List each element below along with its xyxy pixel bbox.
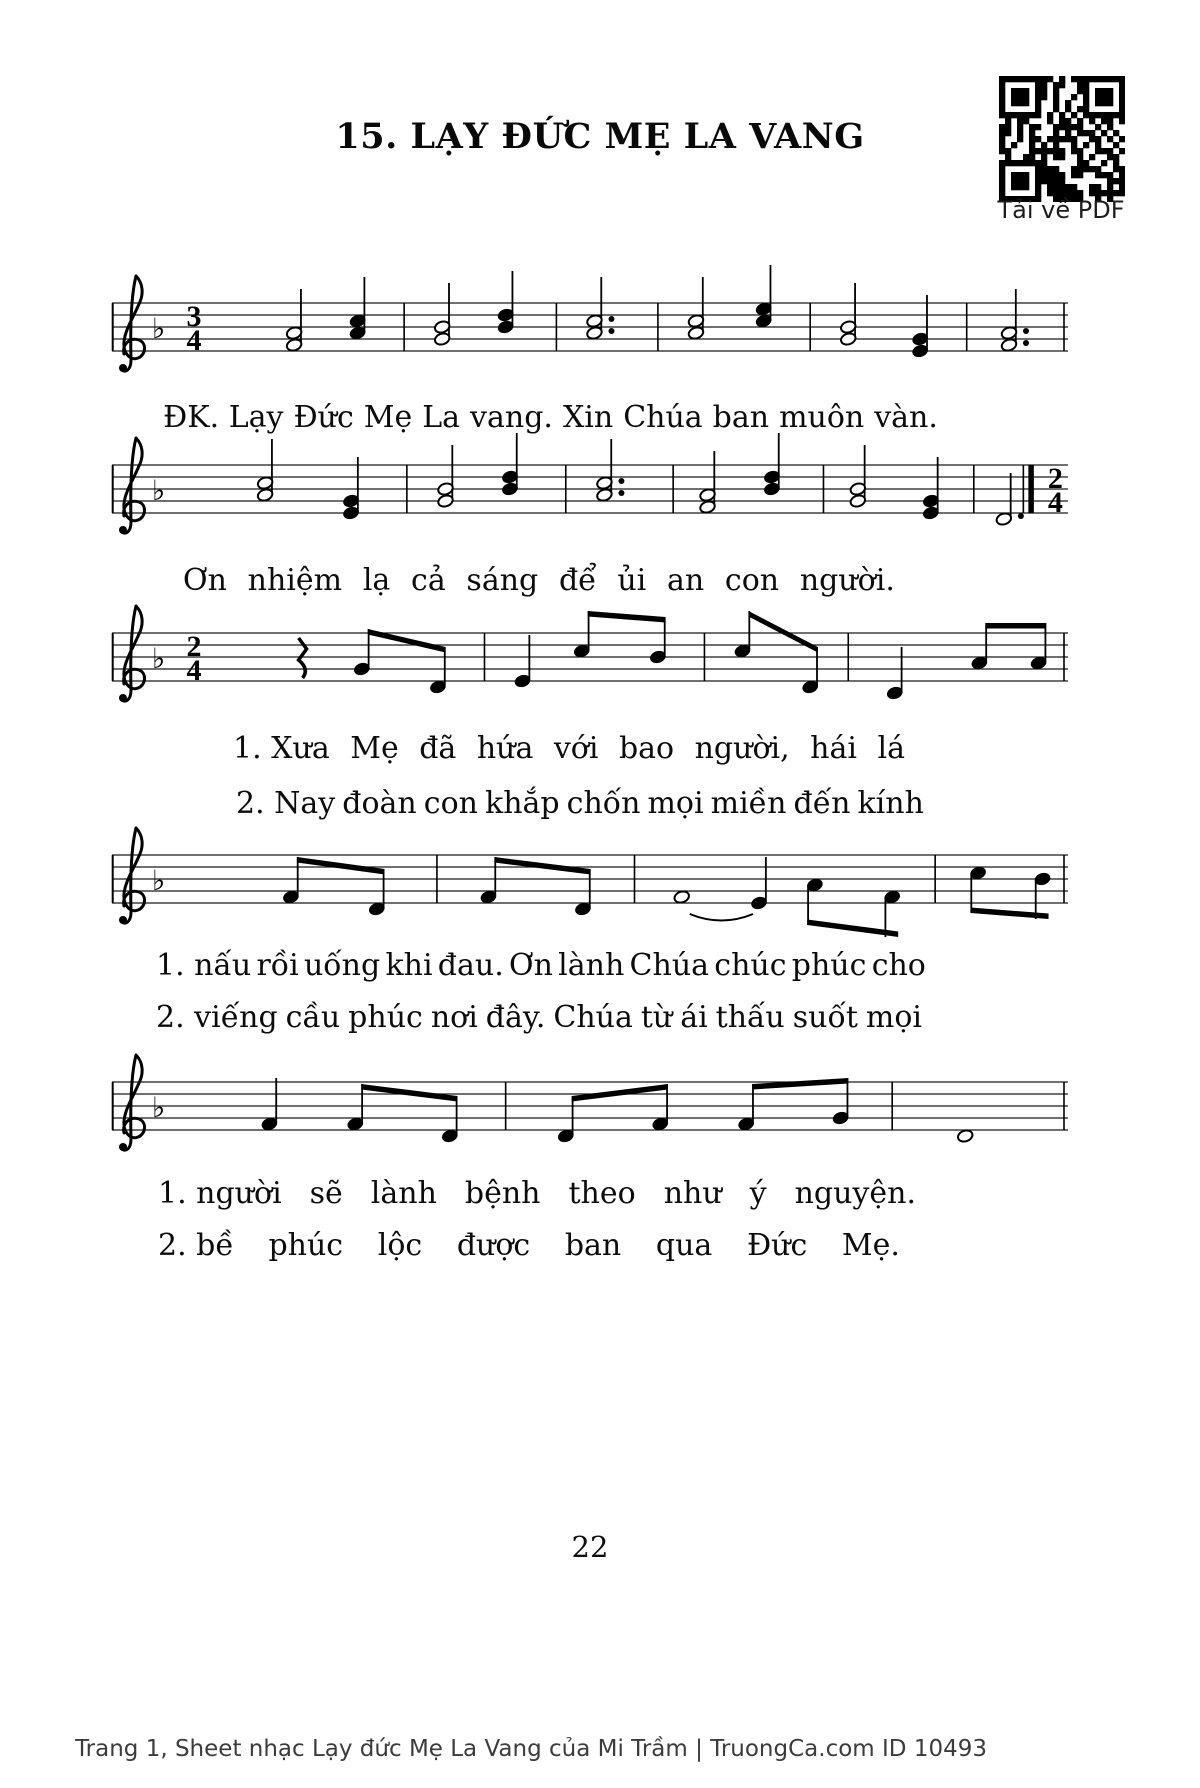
lyric-line-verse1-b: 1. nấu rồi uống khi đau. Ơn lành Chúa chúc phúc cho [156, 948, 926, 983]
svg-text:♭: ♭ [152, 312, 166, 345]
download-pdf-link[interactable]: Tải về PDF [997, 196, 1125, 224]
svg-text:4: 4 [1047, 486, 1063, 519]
lyric-line-verse2-b: 2. viếng cầu phúc nơi đây. Chúa từ ái thấu suốt mọi [156, 1000, 922, 1035]
music-staff-5 [110, 1037, 1075, 1187]
svg-text:2: 2 [1047, 462, 1063, 495]
qr-code-icon [999, 76, 1125, 202]
svg-text:4: 4 [186, 324, 202, 357]
music-staff-3 [110, 588, 1075, 738]
svg-text:♭: ♭ [152, 642, 166, 675]
lyric-line-refrain-1: ĐK. Lạy Đức Mẹ La vang. Xin Chúa ban muôn vàn. [163, 400, 938, 435]
music-staff-1 [110, 258, 1075, 408]
lyric-line-verse2-a: 2. Nay đoàn con khắp chốn mọi miền đến kính [236, 786, 924, 821]
lyric-line-verse1-a: 1. Xưa Mẹ đã hứa với bao người, hái lá [233, 731, 905, 766]
footer-attribution: Trang 1, Sheet nhạc Lạy đức Mẹ La Vang của Mi Trầm | TruongCa.com ID 10493 [75, 1736, 987, 1762]
song-title: 15. LẠY ĐỨC MẸ LA VANG [335, 116, 865, 157]
lyric-line-verse2-c: 2. bề phúc lộc được ban qua Đức Mẹ. [158, 1228, 900, 1263]
svg-text:♭: ♭ [152, 1091, 166, 1124]
svg-text:♭: ♭ [152, 864, 166, 897]
svg-text:3: 3 [186, 300, 202, 333]
lyric-line-verse1-c: 1. người sẽ lành bệnh theo như ý nguyện. [158, 1176, 916, 1211]
svg-text:2: 2 [186, 630, 202, 663]
music-staff-4 [110, 810, 1075, 960]
svg-text:♭: ♭ [152, 474, 166, 507]
lyric-line-refrain-2: Ơn nhiệm lạ cả sáng để ủi an con người. [183, 563, 895, 598]
svg-text:4: 4 [186, 654, 202, 687]
music-staff-2 [110, 420, 1075, 570]
page-number: 22 [571, 1530, 609, 1564]
